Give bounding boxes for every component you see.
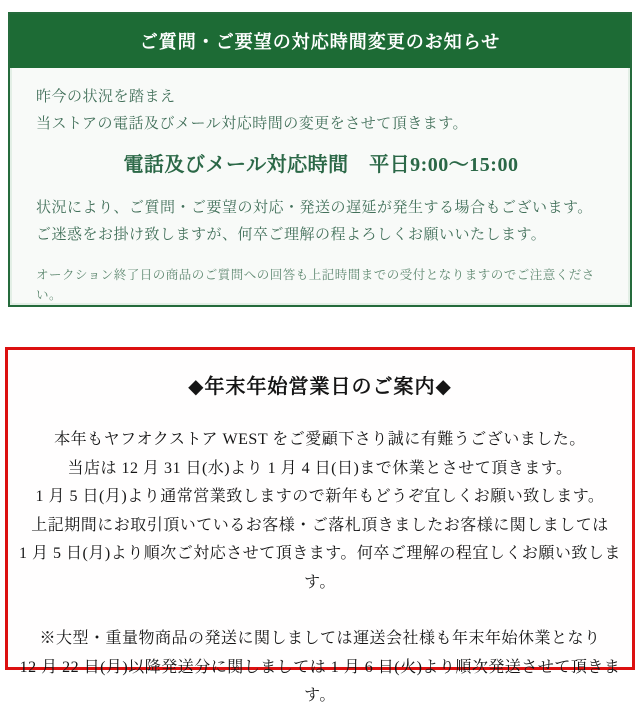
holiday-notice-title: ◆年末年始営業日のご案内◆ [188, 376, 452, 398]
response-hours-value: 電話及びメール対応時間 平日9:00～15:00 [123, 154, 519, 176]
holiday-notice-main-paragraph [8, 426, 632, 597]
notice-line-delay: 状況により、ご質問・ご要望の対応・発送の遅延が発生する場合もございます。 [36, 200, 593, 216]
response-hours-notice-box [8, 12, 632, 307]
response-hours-notice-body [10, 68, 630, 305]
holiday-notice-shipping-paragraph [8, 625, 632, 711]
auction-end-footnote: オークション終了日の商品のご質問への回答も上記時間までの受付となりますのでご注意ください。 [36, 268, 595, 302]
shipping-line-carriers: ※大型・重量物商品の発送に関しましては運送会社様も年末年始休業となり [39, 630, 601, 647]
holiday-line-closure-period: 当店は 12 月 31 日(水)より 1 月 4 日(日)まで休業とさせて頂きます。 [67, 459, 573, 477]
holiday-notice-box [5, 347, 635, 704]
notice-line-apology: ご迷惑をお掛け致しますが、何卒ご理解の程よろしくお願いいたします。 [36, 227, 547, 243]
holiday-line-reopen: 1 月 5 日(月)より通常営業致しますので新年もどうぞ宜しくお願い致します。 [35, 488, 605, 505]
notice-line-situation: 昨今の状況を踏まえ [36, 89, 176, 105]
shipping-line-schedule: 12 月 22 日(月)以降発送分に関しましては 1 月 6 日(火)より順次発送させて頂きます。 [19, 658, 621, 704]
response-hours-notice-header [10, 14, 630, 68]
holiday-line-customers: 上記期間にお取引頂いているお客様・ご落札頂きましたお客様に関しましては [31, 516, 609, 534]
notice-line-change: 当ストアの電話及びメール対応時間の変更をさせて頂きます。 [36, 116, 469, 132]
response-hours-notice-title: ご質問・ご要望の対応時間変更のお知らせ [139, 32, 501, 52]
holiday-line-response: 1 月 5 日(月)より順次ご対応させて頂きます。何卒ご理解の程宜しくお願い致します。 [19, 545, 621, 591]
holiday-line-thanks: 本年もヤフオクストア WEST をご愛顧下さり誠に有難うございました。 [54, 431, 586, 448]
